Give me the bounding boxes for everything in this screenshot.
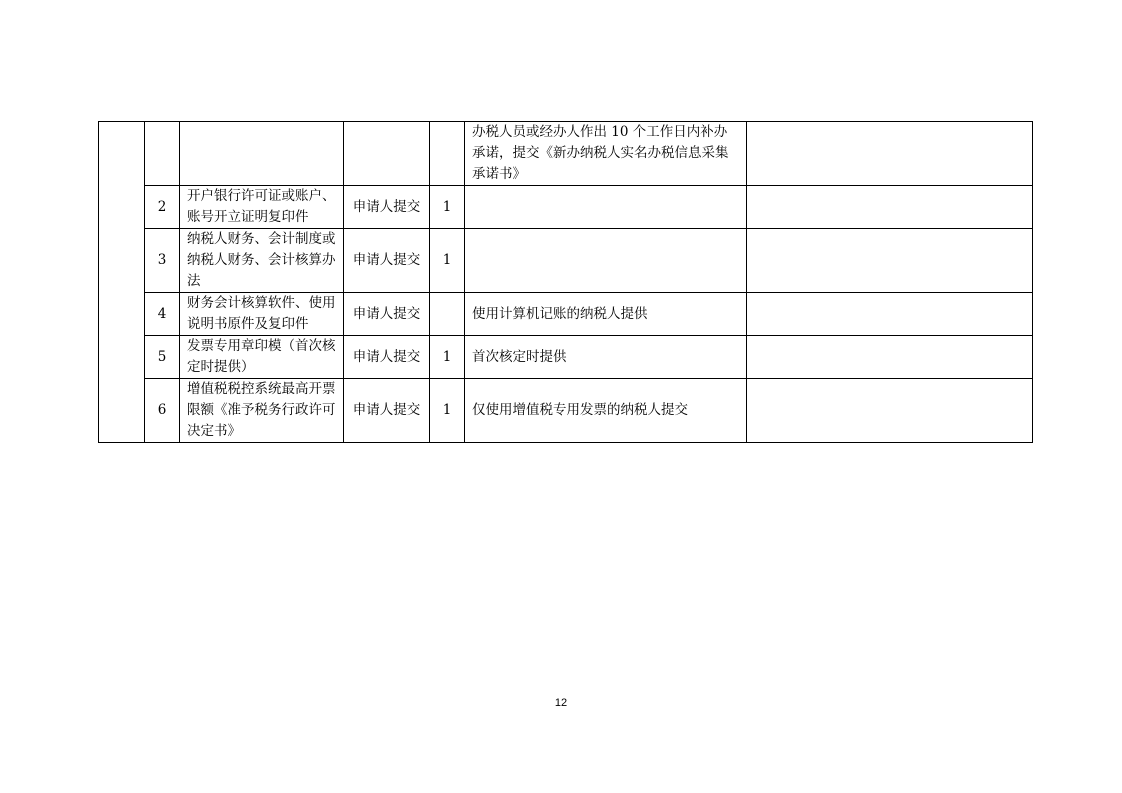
- material-count: 1: [430, 229, 465, 293]
- table-row: [99, 293, 1033, 336]
- material-source: 申请人提交: [344, 379, 430, 443]
- material-count: 1: [430, 336, 465, 379]
- material-source: 申请人提交: [344, 336, 430, 379]
- merged-category-cell: [99, 122, 145, 443]
- row-number: [145, 122, 180, 186]
- material-name: 增值税税控系统最高开票限额《准予税务行政许可决定书》: [180, 379, 344, 443]
- material-name: 财务会计核算软件、使用说明书原件及复印件: [180, 293, 344, 336]
- material-name: 纳税人财务、会计制度或纳税人财务、会计核算办法: [180, 229, 344, 293]
- material-source: 申请人提交: [344, 229, 430, 293]
- materials-table: [98, 121, 1033, 443]
- row-number: 3: [145, 229, 180, 293]
- page-number: 12: [554, 697, 568, 709]
- extra-cell: [747, 336, 1033, 379]
- material-name: 开户银行许可证或账户、账号开立证明复印件: [180, 186, 344, 229]
- material-source: [344, 122, 430, 186]
- table-row: [99, 186, 1033, 229]
- material-source: 申请人提交: [344, 293, 430, 336]
- material-name: [180, 122, 344, 186]
- material-source: 申请人提交: [344, 186, 430, 229]
- material-note: 仅使用增值税专用发票的纳税人提交: [465, 379, 747, 443]
- material-note: [465, 186, 747, 229]
- material-count: 1: [430, 379, 465, 443]
- extra-cell: [747, 229, 1033, 293]
- row-number: 6: [145, 379, 180, 443]
- extra-cell: [747, 293, 1033, 336]
- material-note: [465, 229, 747, 293]
- material-note: 办税人员或经办人作出 10 个工作日内补办承诺，提交《新办纳税人实名办税信息采集承诺书》: [465, 122, 747, 186]
- material-count: [430, 293, 465, 336]
- extra-cell: [747, 186, 1033, 229]
- row-number: 4: [145, 293, 180, 336]
- material-count: 1: [430, 186, 465, 229]
- material-note: 首次核定时提供: [465, 336, 747, 379]
- row-number: 5: [145, 336, 180, 379]
- table-row: [99, 379, 1033, 443]
- table-row: [99, 122, 1033, 186]
- material-name: 发票专用章印模（首次核定时提供）: [180, 336, 344, 379]
- extra-cell: [747, 379, 1033, 443]
- material-note: 使用计算机记账的纳税人提供: [465, 293, 747, 336]
- row-number: 2: [145, 186, 180, 229]
- table-row: [99, 336, 1033, 379]
- table-row: [99, 229, 1033, 293]
- extra-cell: [747, 122, 1033, 186]
- material-count: [430, 122, 465, 186]
